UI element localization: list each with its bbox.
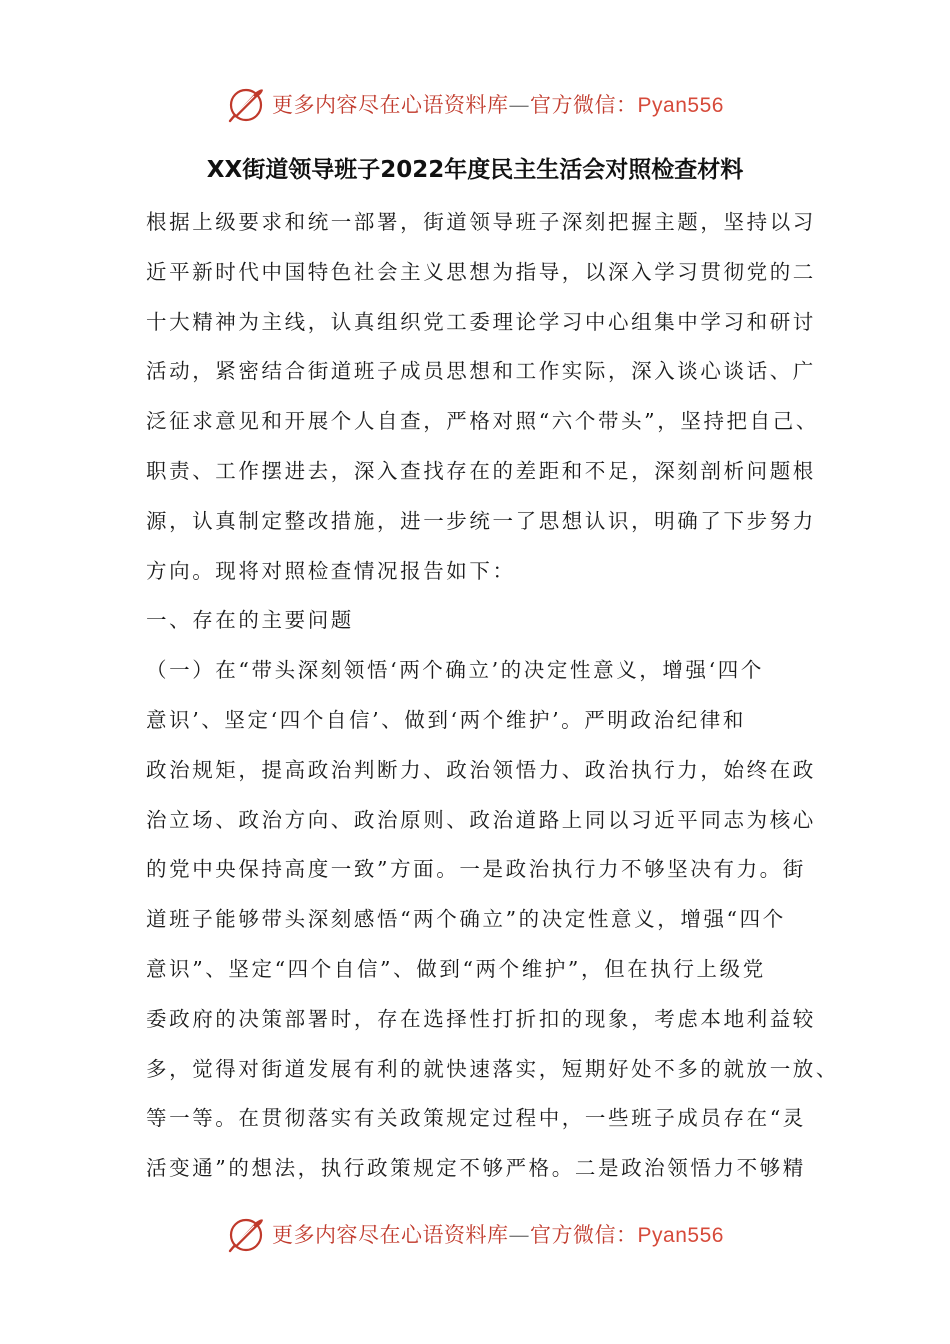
document-title: XX街道领导班子2022年度民主生活会对照检查材料 [206, 157, 744, 183]
watermark-wechat-id: Pyan556 [637, 1224, 724, 1247]
watermark-text [272, 89, 724, 119]
header-watermark [0, 82, 950, 126]
body-line: 道班子能够带头深刻感悟“两个确立”的决定性意义，增强“四个 [146, 907, 786, 932]
body-line: 源，认真制定整改措施，进一步统一了思想认识，明确了下步努力 [146, 508, 816, 533]
watermark-dash: — [508, 1223, 531, 1247]
watermark-text [272, 1219, 724, 1249]
body-line: （一）在“带头深刻领悟‘两个确立’的决定性意义，增强‘四个 [146, 658, 764, 683]
body-line: 十大精神为主线，认真组织党工委理论学习中心组集中学习和研讨 [146, 309, 816, 334]
body-line: 方向。现将对照检查情况报告如下： [146, 558, 516, 583]
body-line: 治立场、政治方向、政治原则、政治道路上同以习近平同志为核心 [146, 807, 816, 832]
document-body [146, 198, 839, 1194]
footer-watermark [0, 1212, 950, 1256]
quill-pen-logo-icon [226, 1214, 266, 1254]
body-line: 活动，紧密结合街道班子成员思想和工作实际，深入谈心谈话、广 [146, 359, 816, 384]
body-line: 意识”、坚定“四个自信”、做到“两个维护”，但在执行上级党 [146, 956, 766, 981]
body-line: 意识’、坚定‘四个自信’、做到‘两个维护’。严明政治纪律和 [146, 707, 746, 732]
body-line: 等一等。在贯彻落实有关政策规定过程中，一些班子成员存在“灵 [146, 1106, 806, 1131]
body-line: 委政府的决策部署时，存在选择性打折扣的现象，考虑本地利益较 [146, 1006, 816, 1031]
body-line: 根据上级要求和统一部署，街道领导班子深刻把握主题，坚持以习 [146, 210, 816, 234]
body-line: 泛征求意见和开展个人自查，严格对照“六个带头”，坚持把自己、 [146, 409, 819, 434]
body-line: 近平新时代中国特色社会主义思想为指导，以深入学习贯彻党的二 [146, 259, 816, 284]
watermark-dash: — [508, 93, 531, 117]
body-line: 的党中央保持高度一致”方面。一是政治执行力不够坚决有力。街 [146, 857, 806, 882]
watermark-brand: 更多内容尽在心语资料库 [272, 1223, 509, 1247]
watermark-label: 官方微信： [530, 1223, 638, 1247]
watermark-wechat-id: Pyan556 [637, 94, 724, 117]
quill-pen-logo-icon [226, 84, 266, 124]
body-line: 政治规矩，提高政治判断力、政治领悟力、政治执行力，始终在政 [146, 757, 816, 782]
watermark-brand: 更多内容尽在心语资料库 [272, 93, 509, 117]
body-line: 多，觉得对街道发展有利的就快速落实，短期好处不多的就放一放、 [146, 1056, 839, 1081]
body-line: 活变通”的想法，执行政策规定不够严格。二是政治领悟力不够精 [146, 1156, 806, 1181]
watermark-label: 官方微信： [530, 93, 638, 117]
section-heading: 一、存在的主要问题 [146, 608, 354, 633]
body-line: 职责、工作摆进去，深入查找存在的差距和不足，深刻剖析问题根 [146, 458, 816, 483]
